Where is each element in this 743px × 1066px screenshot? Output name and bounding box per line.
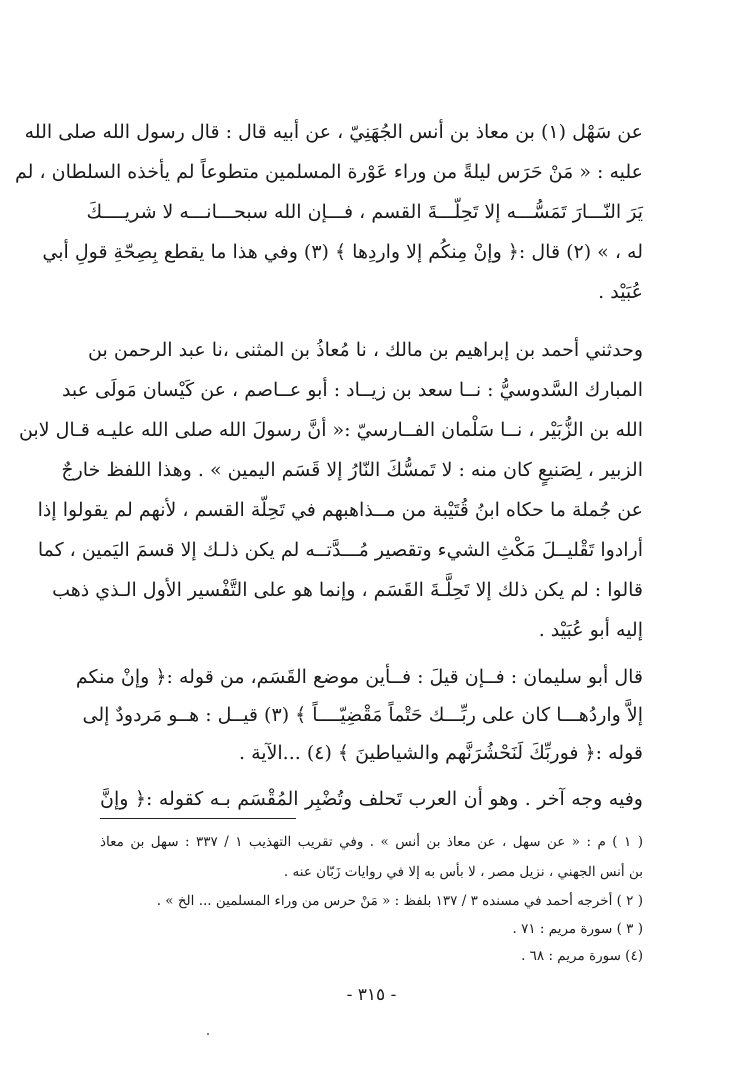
body-line-13: إليه أبو عُبَيْد . xyxy=(538,619,643,641)
footnote-3: ( ٣ ) سورة مريم : ٧١ . xyxy=(512,921,643,937)
body-line-4: له ، » (٢) قال :﴿ وإنْ مِنكُم إلا واردِها ﴾ (٣) وفي هذا ما يقطع بِصِحّةِ قولِ أبي xyxy=(42,241,643,263)
body-line-17: وفيه وجه آخر . وهو أن العرب تَحلف وتُضْبِر المُقْسَم بـه كقوله :﴿ وإنَّ xyxy=(100,788,643,810)
footnote-1-line-2: بن أنس الجهني ، نزيل مصر ، لا بأس به إلا في روايات زَبّان عنه . xyxy=(283,864,643,880)
body-line-2: عليه : « مَنْ حَرَس ليلةً من وراء عَوْرة المسلمين متطوعاً لم يأخذه السلطان ، لم xyxy=(14,161,643,183)
body-line-12: قالوا : لم يكن ذلك إلا تَحِلَّـةَ القَسَم ، وإنما هو على التَّفْسير الأول الـذي ذهب xyxy=(52,579,643,601)
page-number: - ٣١٥ - xyxy=(346,985,397,1005)
body-line-15: إلاَّ واردُهـــا كان على ربِّـــك حَتْماً مَقْضِيّــــاً ﴾ (٣) قيــل : هــو مَردودٌ إلى xyxy=(82,704,643,726)
footnote-separator xyxy=(100,818,296,819)
scan-speck xyxy=(207,1033,209,1035)
body-line-14: قال أبو سليمان : فــإن قيلَ : فــأين موضع القَسَم، من قوله :﴿ وإنْ منكم xyxy=(75,666,643,688)
body-line-7: المبارك السَّدوسيُّ : نــا سعد بن زيــاد : أبو عــاصم ، عن كَيْسان مَولَى عبد xyxy=(61,379,643,401)
body-line-16: قوله :﴿ فوربِّكَ لَنَحْشُرَنَّهم والشياطينَ ﴾ (٤) ...الآية . xyxy=(239,742,643,764)
footnote-4: (٤) سورة مريم : ٦٨ . xyxy=(521,948,643,964)
body-line-9: الزبير ، لِصَنيعٍ كان منه : لا تَمسُّكَ النّارُ إلا قَسَم اليمين » . وهذا اللفظ خارجٌ xyxy=(61,459,643,481)
footnote-1-line-1: ( ١ ) م : « عن سهل ، عن معاذ بن أنس » . وفي تقريب التهذيب ١ / ٣٣٧ : سهل بن معاذ xyxy=(100,834,643,850)
body-line-6: وحدثني أحمد بن إبراهيم بن مالك ، نا مُعاذُ بن المثنى ،نا عبد الرحمن بن xyxy=(88,339,643,361)
footnote-2: ( ٢ ) أخرجه أحمد في مسنده ٣ / ١٣٧ بلفظ : « مَنْ حرس من وراء المسلمين ... الخ » . xyxy=(156,893,643,909)
body-line-5: عُبَيْد . xyxy=(598,281,643,303)
body-line-8: الله بن الزُّبَيْر ، نــا سَلْمان الفــارسيّ :« أنَّ رسولَ الله صلى الله عليـه قـال لابن xyxy=(18,419,643,441)
body-line-10: عن جُملة ما حكاه ابنُ قُتَيْبة من مــذاهبهم في تَحِلّة القسم ، لأنهم لم يقولوا إذا xyxy=(37,499,643,521)
body-line-1: عن سَهْل (١) بن معاذ بن أنس الجُهَنِيّ ، عن أبيه قال : قال رسول الله صلى الله xyxy=(24,121,643,143)
body-line-3: يَرَ النّـــارَ تَمَسُّـــه إلا تَحِلّـــةَ القسم ، فـــإن الله سبحـــانـــه لا شريــــكَ xyxy=(86,201,643,223)
body-line-11: أرادوا تَقْليــلَ مَكْثِ الشيء وتقصير مُـــدَّتــه لم يكن ذلـك إلا قسمَ اليَمين ، كما xyxy=(37,539,643,561)
